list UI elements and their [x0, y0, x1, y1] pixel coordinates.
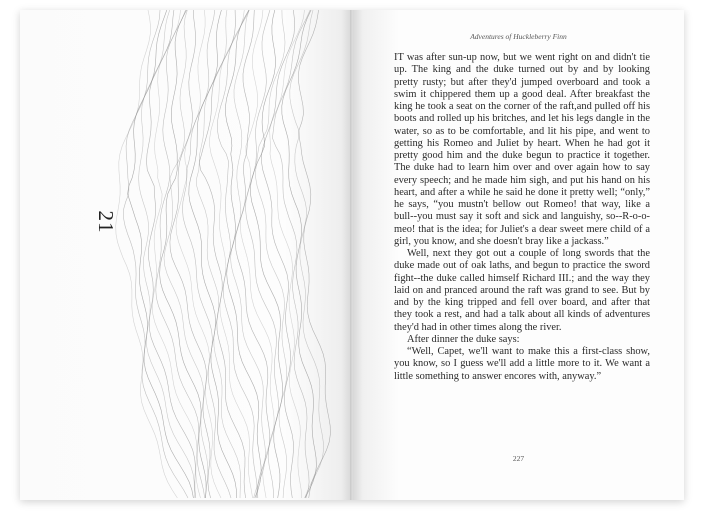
art-line	[123, 10, 188, 498]
flowing-lines-illustration	[20, 10, 351, 500]
paragraph: Well, next they got out a couple of long swords that the duke made out of oak laths, and begun to practice the sword fight--the duke called himself Richard III.; and the way they laid on and pranced around the raft was grand to see. But by and by the king tripped and fell over board, and after that they took a rest, and had a talk about all kinds of adventures they'd had in other times along the river.	[394, 248, 650, 333]
page-number: 227	[512, 454, 525, 463]
art-line	[183, 10, 232, 498]
art-line	[298, 10, 330, 498]
paragraph: IT was after sun-up now, but we went right on and didn't tie up. The king and the duke turned out by and by looking pretty rusty; but after they'd jumped overboard and took a swim it chippered them up a good deal. After breakfast the king he took a seat on the corner of the raft,and pulled off his boots and rolled up his britches, and let his legs dangle in the water, so as to be comfortable, and lit his pipe, and went to getting his Romeo and Juliet by heart. When he had got it pretty good him and the duke begun to practice it together. The duke had to learn him over and over again how to say every speech; and he made him sigh, and put his hand on his heart, and after a while he said he done it pretty well; “only,” he says, “you mustn't bellow out Romeo! that way, like a bull--you must say it soft and sick and languishy, so--R-o-o-meo! that is the idea; for Juliet's a dear sweet mere child of a girl, you know, and she doesn't bray like a jackass.”	[394, 52, 650, 247]
art-line	[235, 10, 269, 498]
art-line	[164, 10, 208, 498]
art-line	[272, 10, 310, 498]
paragraph: “Well, Capet, we'll want to make this a first-class show, you know, so I guess we'll add a little more to it. We want a little something to answer encores with, anyway.”	[394, 346, 650, 382]
book-spread	[20, 10, 684, 500]
running-header: Adventures of Huckleberry Finn	[470, 32, 567, 41]
art-line	[240, 10, 274, 498]
art-line	[199, 10, 245, 498]
right-page	[353, 10, 684, 500]
left-page	[20, 10, 351, 500]
paragraph: After dinner the duke says:	[407, 333, 520, 345]
chapter-number: 21	[94, 210, 118, 234]
body-text	[394, 52, 650, 383]
art-line	[282, 10, 317, 498]
